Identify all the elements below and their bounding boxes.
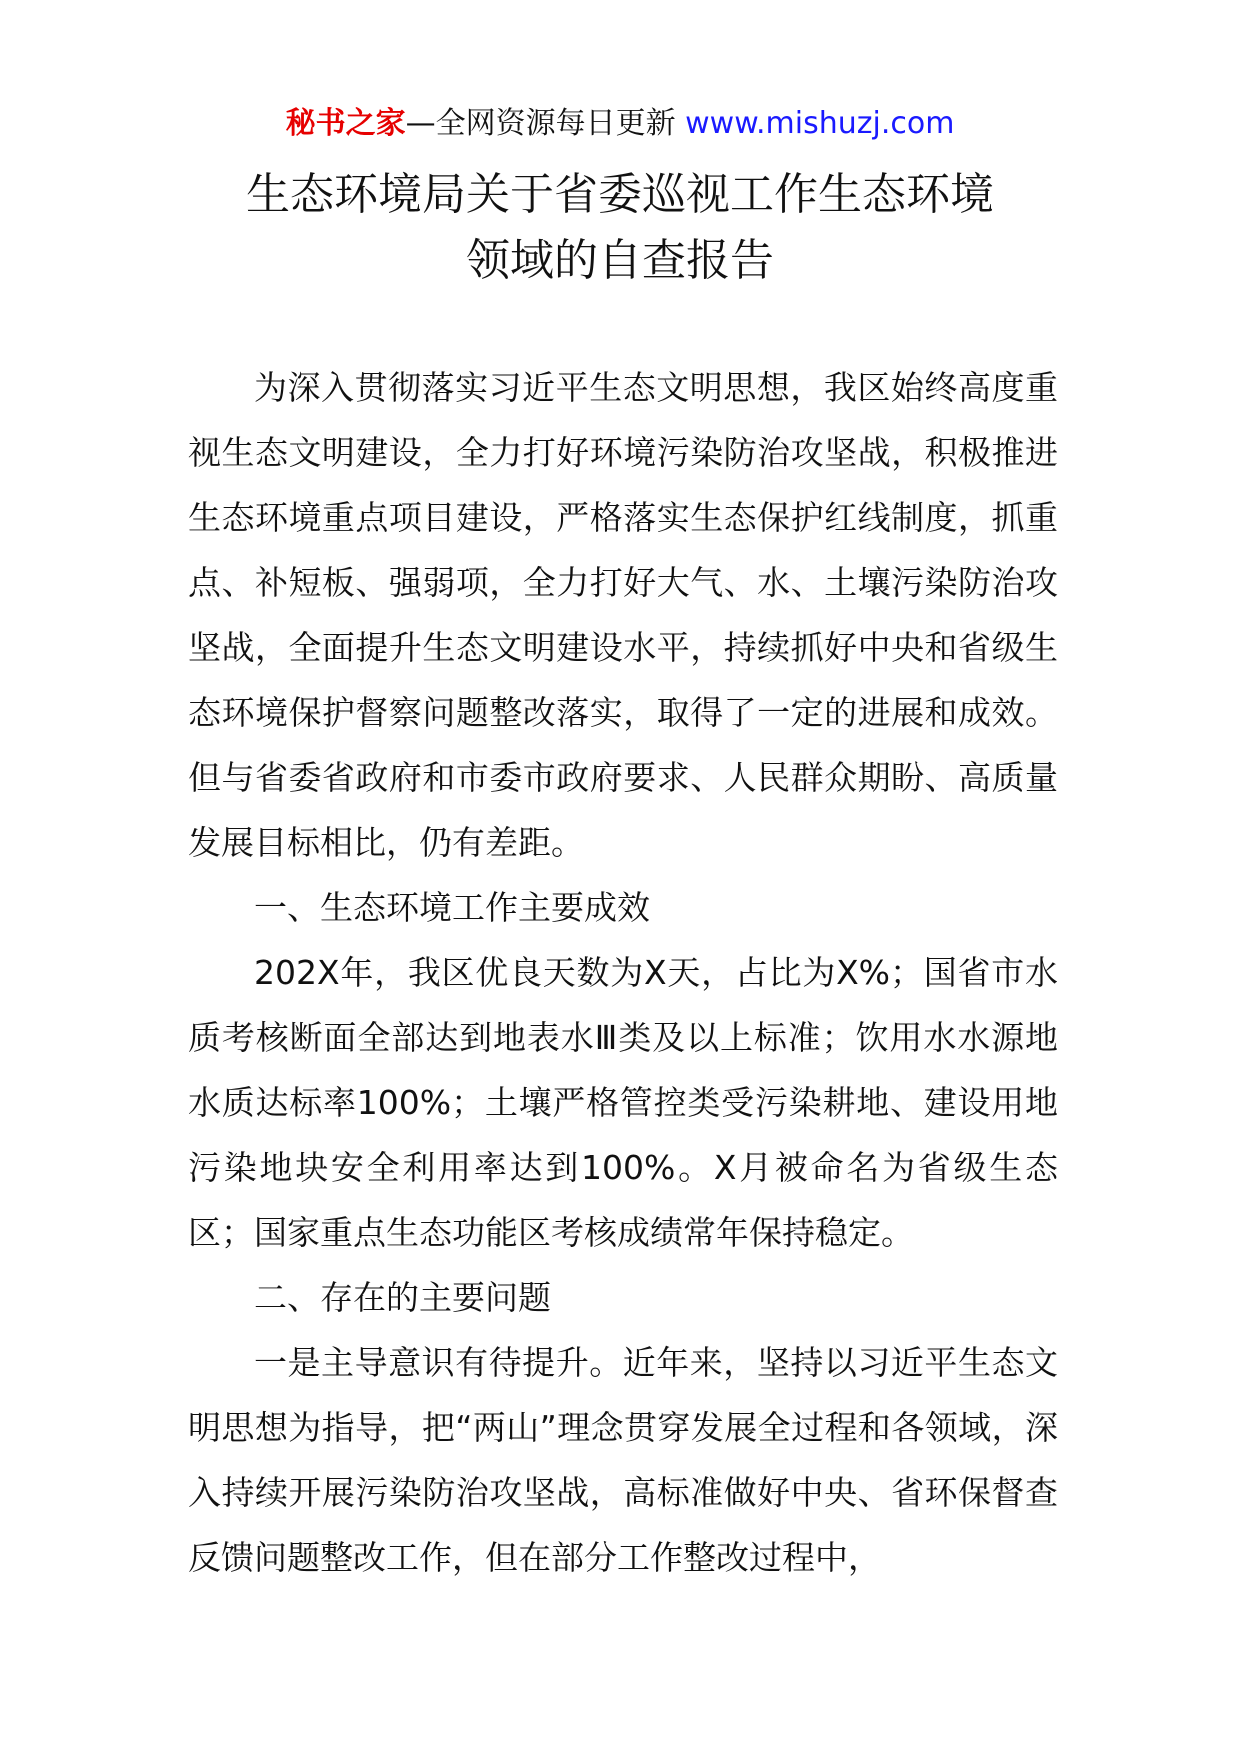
paragraph-problem-1: 一是主导意识有待提升。近年来，坚持以习近平生态文明思想为指导，把“两山”理念贯穿发展全过程和各领域，深入持续开展污染防治攻坚战，高标准做好中央、省环保督查反馈问题整改工作，但在部分工作整改过程中， xyxy=(188,1343,1058,1577)
paragraph-intro: 为深入贯彻落实习近平生态文明思想，我区始终高度重视生态文明建设，全力打好环境污染防治攻坚战，积极推进生态环境重点项目建设，严格落实生态保护红线制度，抓重点、补短板、强弱项，全力打好大气、水、土壤污染防治攻坚战，全面提升生态文明建设水平，持续抓好中央和省级生态环境保护督察问题整改落实，取得了一定的进展和成效。但与省委省政府和市委市政府要求、人民群众期盼、高质量发展目标相比，仍有差距。 xyxy=(188,368,1058,862)
site-banner xyxy=(0,102,1240,146)
document-body xyxy=(188,355,1058,1590)
title-line-2: 领域的自查报告 xyxy=(466,235,774,286)
banner-slogan: —全网资源每日更新 xyxy=(405,106,686,141)
title-line-1: 生态环境局关于省委巡视工作生态环境 xyxy=(246,169,994,220)
paragraph-achievements: 202X年，我区优良天数为X天，占比为X%；国省市水质考核断面全部达到地表水Ⅲ类及以上标准；饮用水水源地水质达标率100%；土壤严格管控类受污染耕地、建设用地污染地块安全利用率达到100%。X月被命名为省级生态区；国家重点生态功能区考核成绩常年保持稳定。 xyxy=(188,953,1058,1252)
site-url: www.mishuzj.com xyxy=(685,106,955,141)
section-heading-2: 二、存在的主要问题 xyxy=(254,1278,551,1317)
document-title xyxy=(0,162,1240,294)
section-heading-1: 一、生态环境工作主要成效 xyxy=(254,888,650,927)
brand-name: 秘书之家 xyxy=(285,106,406,141)
